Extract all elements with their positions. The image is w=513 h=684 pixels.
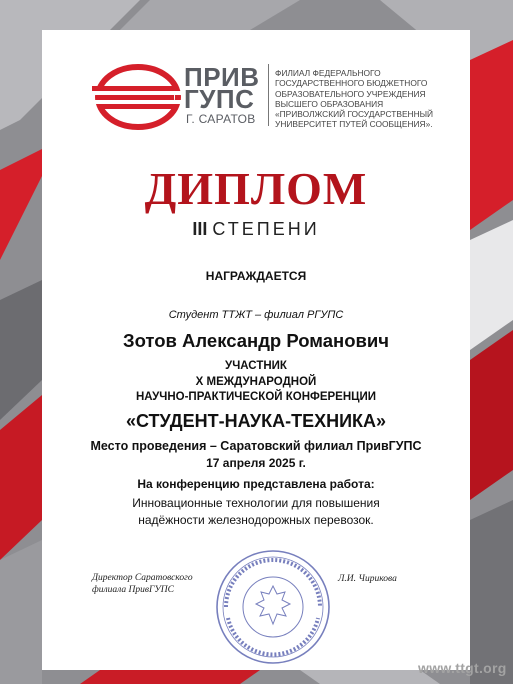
conference-name: «СТУДЕНТ-НАУКА-ТЕХНИКА» <box>125 411 387 431</box>
conference-line-1: X МЕЖДУНАРОДНОЙ <box>195 376 317 388</box>
logo-abbr-line2: ГУПС <box>184 84 255 114</box>
recipient-role: УЧАСТНИК <box>225 360 287 372</box>
signatory-name: Л.И. Чирикова <box>338 574 397 584</box>
logo-abbr-line1: ПРИВ <box>184 62 260 92</box>
logo-city: Г. САРАТОВ <box>186 112 256 126</box>
official-seal-stamp-icon <box>214 548 332 666</box>
rail-logo-icon <box>92 62 182 132</box>
org-line: «ПРИВОЛЖСКИЙ ГОСУДАРСТВЕННЫЙ <box>275 109 434 120</box>
org-line: ОБРАЗОВАТЕЛЬНОГО УЧРЕЖДЕНИЯ <box>275 88 426 99</box>
diploma-degree <box>42 219 470 240</box>
conference-date: 17 апреля 2025 г. <box>206 456 306 470</box>
signatory-position-line2: филиала ПривГУПС <box>92 585 174 595</box>
degree-numeral: III <box>192 219 208 239</box>
work-heading: На конференцию представлена работа: <box>137 477 375 491</box>
diploma-sheet <box>42 30 470 670</box>
org-line: ФИЛИАЛ ФЕДЕРАЛЬНОГО <box>275 68 381 78</box>
org-line: ВЫСШЕГО ОБРАЗОВАНИЯ <box>275 98 384 109</box>
degree-word: СТЕПЕНИ <box>212 219 320 239</box>
watermark-url: www.ttgt.org <box>418 660 507 676</box>
org-line: ГОСУДАРСТВЕННОГО БЮДЖЕТНОГО <box>275 78 428 89</box>
recipient-name: Зотов Александр Романович <box>122 330 390 351</box>
org-line: УНИВЕРСИТЕТ ПУТЕЙ СООБЩЕНИЯ». <box>275 119 433 130</box>
diploma-title: ДИПЛОМ <box>144 163 368 214</box>
work-title-line-2: надёжности железнодорожных перевозок. <box>138 513 374 527</box>
work-title-line-1: Инновационные технологии для повышения <box>132 496 380 510</box>
organization-name <box>275 68 475 130</box>
student-affiliation: Студент ТТЖТ – филиал РГУПС <box>168 309 344 321</box>
conference-venue: Место проведения – Саратовский филиал ПривГУПС <box>90 439 422 453</box>
conference-line-2: НАУЧНО-ПРАКТИЧЕСКОЙ КОНФЕРЕНЦИИ <box>135 391 377 403</box>
logo-divider <box>268 64 269 126</box>
awarded-heading: НАГРАЖДАЕТСЯ <box>205 269 307 283</box>
signatory-position-line1: Директор Саратовского <box>92 573 193 583</box>
logo-abbreviation <box>184 62 260 114</box>
signatory-position <box>92 572 193 596</box>
